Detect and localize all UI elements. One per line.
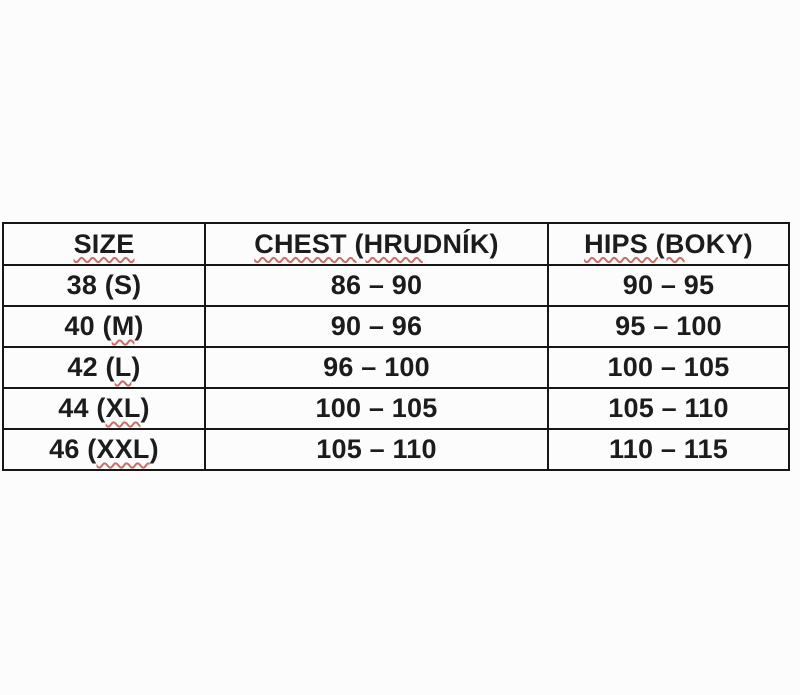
size-chart-table bbox=[2, 222, 790, 471]
spellcheck-squiggle: M bbox=[111, 311, 135, 341]
hips-cell: 90 – 95 bbox=[548, 265, 789, 306]
cell-text: 44 ( bbox=[58, 393, 106, 423]
column-header-hips bbox=[548, 223, 789, 265]
cell-text: 46 ( bbox=[49, 434, 97, 464]
header-text: OKY) bbox=[684, 228, 753, 259]
chest-cell: 100 – 105 bbox=[205, 388, 548, 429]
hips-cell: 95 – 100 bbox=[548, 306, 789, 347]
cell-text: ) bbox=[140, 393, 150, 423]
chest-cell: 96 – 100 bbox=[205, 347, 548, 388]
hips-cell: 110 – 115 bbox=[548, 429, 789, 470]
table-row bbox=[3, 429, 789, 470]
column-header-chest bbox=[205, 223, 548, 265]
size-cell bbox=[3, 306, 205, 347]
cell-text: 38 (S) bbox=[66, 270, 142, 300]
table-row bbox=[3, 388, 789, 429]
header-text: DNÍK) bbox=[422, 228, 499, 259]
spellcheck-squiggle: SIZE bbox=[73, 228, 135, 259]
table-row bbox=[3, 306, 789, 347]
size-cell bbox=[3, 429, 205, 470]
hips-cell: 105 – 110 bbox=[548, 388, 789, 429]
header-row bbox=[3, 223, 789, 265]
cell-text: 42 ( bbox=[67, 352, 115, 382]
hips-cell: 100 – 105 bbox=[548, 347, 789, 388]
table-row bbox=[3, 347, 789, 388]
cell-text: ) bbox=[134, 311, 144, 341]
size-cell bbox=[3, 388, 205, 429]
spellcheck-squiggle: CHEST (HRU bbox=[254, 228, 423, 259]
cell-text: ) bbox=[149, 434, 159, 464]
column-header-size bbox=[3, 223, 205, 265]
spellcheck-squiggle: HIPS (B bbox=[584, 228, 685, 259]
spellcheck-squiggle: L bbox=[114, 352, 132, 382]
chest-cell: 86 – 90 bbox=[205, 265, 548, 306]
chest-cell: 105 – 110 bbox=[205, 429, 548, 470]
spellcheck-squiggle: XXL bbox=[96, 434, 150, 464]
spellcheck-squiggle: XL bbox=[105, 393, 141, 423]
chest-cell: 90 – 96 bbox=[205, 306, 548, 347]
table-row bbox=[3, 265, 789, 306]
cell-text: 40 ( bbox=[64, 311, 112, 341]
size-cell bbox=[3, 265, 205, 306]
cell-text: ) bbox=[131, 352, 141, 382]
size-cell bbox=[3, 347, 205, 388]
